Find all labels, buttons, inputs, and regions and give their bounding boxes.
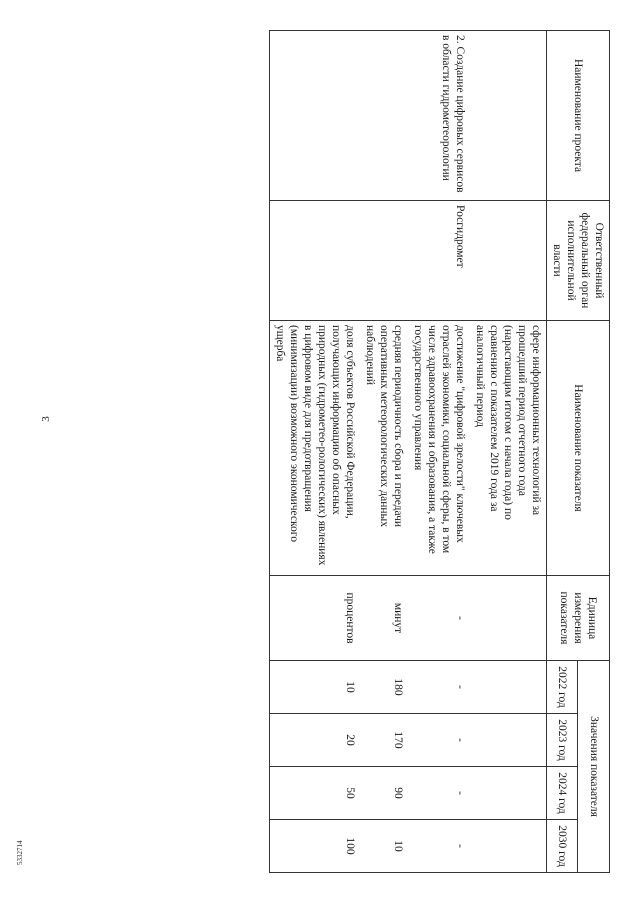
table-row — [470, 31, 547, 873]
table-row — [360, 31, 408, 873]
cell-unit: - — [408, 576, 470, 661]
document-code: 5332714 — [16, 840, 24, 865]
cell-value-2030 — [470, 820, 547, 873]
cell-org — [270, 201, 361, 321]
cell-indicator: доля субъектов Российской Федерации, получающих информацию об опасных природных (гидрометео-рологических) явлениях в цифровом виде для предотвращения (минимизации) возможного экономического ущерба — [270, 321, 361, 576]
indicators-table-container — [60, 30, 610, 872]
cell-indicator: средняя периодичность сбора и передачи оперативных метеорологических данных наблюдений — [360, 321, 408, 576]
cell-value-2022: - — [408, 661, 470, 714]
cell-value-2022: 10 — [270, 661, 361, 714]
cell-org: Росгидромет — [408, 201, 470, 321]
cell-value-2030: 100 — [270, 820, 361, 873]
header-indicator: Наименование показателя — [547, 321, 610, 576]
cell-value-2024: - — [408, 767, 470, 820]
cell-value-2022 — [470, 661, 547, 714]
cell-value-2022: 180 — [360, 661, 408, 714]
cell-indicator: достижение "цифровой зрелости" ключевых отраслей экономики, социальной сферы, в том числе здравоохранения и образования, а также государственного управления — [408, 321, 470, 576]
cell-unit: минут — [360, 576, 408, 661]
header-values-group: Значения показателя — [578, 661, 610, 873]
cell-value-2024: 90 — [360, 767, 408, 820]
header-project: Наименование проекта — [547, 31, 610, 201]
table-row — [270, 31, 361, 873]
cell-project — [360, 31, 408, 201]
cell-project — [270, 31, 361, 201]
cell-value-2023 — [470, 714, 547, 767]
header-unit: Единица измерения показателя — [547, 576, 610, 661]
header-org: Ответственный федеральный орган исполнительной власти — [547, 201, 610, 321]
cell-value-2023: - — [408, 714, 470, 767]
cell-org — [360, 201, 408, 321]
cell-value-2030: 10 — [360, 820, 408, 873]
cell-value-2024 — [470, 767, 547, 820]
cell-value-2023: 20 — [270, 714, 361, 767]
cell-unit: процентов — [270, 576, 361, 661]
cell-value-2030: - — [408, 820, 470, 873]
cell-indicator: сфере информационных технологий за прошедший период отчетного года (нарастающим итогом с начала года) по сравнению с показателем 2019 года за аналогичный период — [470, 321, 547, 576]
cell-unit — [470, 576, 547, 661]
header-year-2023: 2023 год — [547, 714, 579, 767]
page-number: 3 — [40, 416, 52, 422]
indicators-table — [269, 30, 610, 873]
cell-value-2024: 50 — [270, 767, 361, 820]
cell-project: 2. Создание цифровых сервисов в области гидрометеорологии — [408, 31, 470, 201]
table-row — [408, 31, 470, 873]
header-year-2024: 2024 год — [547, 767, 579, 820]
header-year-2030: 2030 год — [547, 820, 579, 873]
cell-project — [470, 31, 547, 201]
cell-org — [470, 201, 547, 321]
header-year-2022: 2022 год — [547, 661, 579, 714]
cell-value-2023: 170 — [360, 714, 408, 767]
